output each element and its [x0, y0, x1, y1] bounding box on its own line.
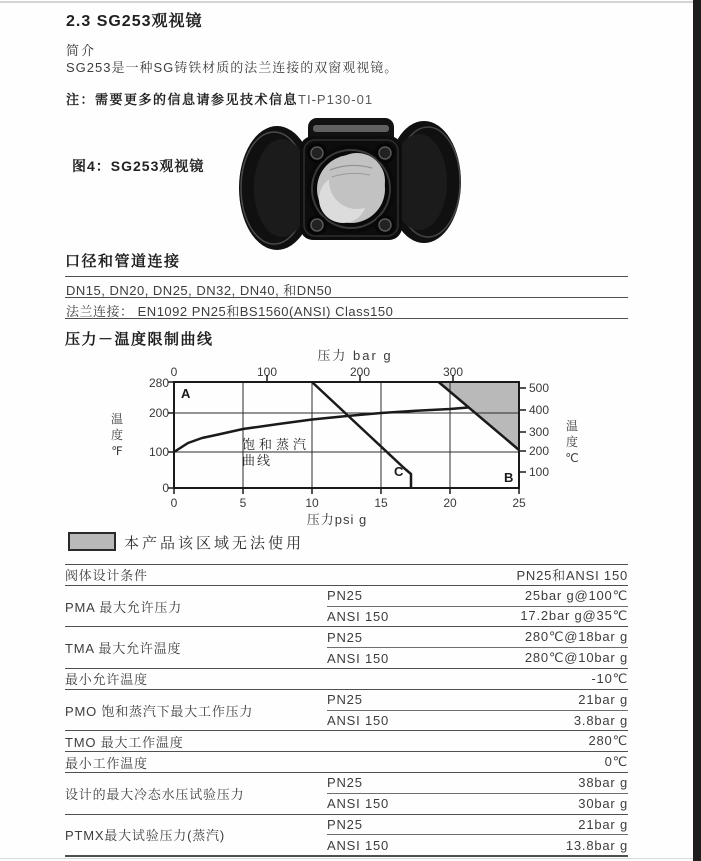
svg-text:℉: ℉: [111, 444, 123, 458]
svg-text:200: 200: [148, 406, 169, 420]
svg-text:200: 200: [349, 365, 371, 379]
pressure-temperature-chart: [85, 345, 585, 530]
std-cell: PN25: [327, 689, 482, 710]
table-row: [65, 752, 628, 773]
bottom-axis-ticks: [171, 496, 526, 510]
svg-text:100: 100: [256, 365, 278, 379]
std-cell: ANSI 150: [327, 793, 482, 814]
row-label-min-allow-temp: 最小允许温度: [65, 668, 327, 689]
flange-label: 法兰连接：: [66, 304, 134, 319]
value-cell: 21bar g: [482, 814, 628, 835]
point-label-c: C: [394, 464, 404, 479]
svg-text:15: 15: [374, 496, 388, 510]
value-cell: 3.8bar g: [482, 710, 628, 731]
bottom-axis-label: 压力psi g: [306, 512, 368, 527]
svg-text:℃: ℃: [565, 451, 579, 465]
header-value: PN25和ANSI 150: [327, 565, 628, 586]
page-title: 2.3 SG253观视镜: [66, 13, 203, 30]
top-axis-label: 压力 bar g: [317, 348, 393, 363]
table-row: [65, 627, 628, 648]
header-label: 阀体设计条件: [65, 565, 327, 586]
svg-text:0: 0: [162, 481, 169, 495]
svg-text:300: 300: [529, 425, 550, 439]
figure-caption: 图4：SG253观视镜: [72, 158, 205, 174]
note-line: [66, 89, 373, 108]
value-cell: 25bar g@100℃: [482, 585, 628, 606]
svg-text:5: 5: [239, 496, 247, 510]
row-label-pmo: PMO 饱和蒸汽下最大工作压力: [65, 689, 327, 731]
value-cell: 280℃: [327, 731, 628, 752]
svg-text:温: 温: [110, 412, 124, 426]
point-label-a: A: [181, 386, 191, 401]
top-axis-ticks: [171, 365, 464, 379]
table-row: [65, 668, 628, 689]
svg-text:0: 0: [170, 496, 178, 510]
row-label-ptmx: PTMX最大试验压力(蒸汽): [65, 814, 327, 856]
top-tick-marks: [267, 375, 453, 382]
svg-text:100: 100: [529, 465, 550, 479]
svg-text:100: 100: [148, 445, 169, 459]
table-row: [65, 772, 628, 793]
chart-section-heading: 压力－温度限制曲线: [65, 331, 214, 348]
svg-text:0: 0: [170, 365, 178, 379]
svg-text:10: 10: [305, 496, 319, 510]
svg-text:25: 25: [512, 496, 526, 510]
table-row: [65, 689, 628, 710]
svg-text:20: 20: [443, 496, 457, 510]
rule: [65, 297, 628, 298]
std-cell: PN25: [327, 627, 482, 648]
svg-text:300: 300: [442, 365, 464, 379]
sizes-section-heading: 口径和管道连接: [65, 253, 181, 270]
std-cell: ANSI 150: [327, 606, 482, 627]
value-cell: 13.8bar g: [482, 835, 628, 856]
right-axis-label: [565, 419, 578, 465]
left-axis-label: [111, 412, 123, 458]
scan-edge-right: [693, 0, 701, 861]
table-row: [65, 585, 628, 606]
rule: [65, 318, 628, 319]
table-header-row: [65, 565, 628, 586]
legend-gray-swatch: [68, 532, 116, 551]
sizes-row-dn: DN15, DN20, DN25, DN32, DN40, 和DN50: [66, 283, 333, 298]
flange-value: EN1092 PN25和BS1560(ANSI) Class150: [137, 304, 394, 319]
intro-body: SG253是一种SG铸铁材质的法兰连接的双窗观视镜。: [66, 60, 399, 75]
rule: [65, 276, 628, 277]
scan-edge-bottom: [0, 858, 693, 859]
value-cell: -10℃: [327, 668, 628, 689]
curve-annotation-line1: 饱和蒸汽: [242, 437, 311, 452]
value-cell: 21bar g: [482, 689, 628, 710]
std-cell: ANSI 150: [327, 710, 482, 731]
svg-text:度: 度: [565, 435, 579, 449]
svg-text:度: 度: [110, 428, 124, 442]
saturated-steam-curve: [174, 408, 468, 453]
point-label-b: B: [504, 470, 514, 485]
std-cell: PN25: [327, 585, 482, 606]
value-cell: 280℃@10bar g: [482, 648, 628, 669]
row-label-hydraulic-test: 设计的最大冷态水压试验压力: [65, 772, 327, 814]
svg-text:400: 400: [529, 403, 550, 417]
svg-text:280: 280: [148, 376, 169, 390]
svg-text:500: 500: [529, 381, 550, 395]
right-tick-marks: [519, 388, 526, 472]
note-reference: TI-P130-01: [298, 92, 374, 107]
row-label-tmo: TMO 最大工作温度: [65, 731, 327, 752]
product-photo-sight-glass: [238, 112, 463, 252]
std-cell: ANSI 150: [327, 835, 482, 856]
row-label-tma: TMA 最大允许温度: [65, 627, 327, 669]
svg-text:200: 200: [529, 444, 550, 458]
left-axis-ticks: [149, 376, 169, 495]
note-prefix: 注：: [66, 92, 96, 107]
intro-heading: 简介: [66, 43, 97, 58]
value-cell: 30bar g: [482, 793, 628, 814]
value-cell: 280℃@18bar g: [482, 627, 628, 648]
note-body: 需要更多的信息请参见技术信息: [95, 92, 299, 107]
value-cell: 17.2bar g@35℃: [482, 606, 628, 627]
std-cell: PN25: [327, 814, 482, 835]
svg-text:温: 温: [565, 419, 579, 433]
row-label-pma: PMA 最大允许压力: [65, 585, 327, 627]
value-cell: 0℃: [327, 752, 628, 773]
right-axis-ticks: [529, 381, 549, 479]
table-row: [65, 814, 628, 835]
table-row: [65, 731, 628, 752]
value-cell: 38bar g: [482, 772, 628, 793]
std-cell: PN25: [327, 772, 482, 793]
design-conditions-table: [65, 564, 628, 857]
row-label-min-op-temp: 最小工作温度: [65, 752, 327, 773]
curve-annotation-line2: 曲线: [242, 453, 273, 468]
std-cell: ANSI 150: [327, 648, 482, 669]
legend-text: 本产品该区域无法使用: [124, 535, 305, 552]
scan-edge-top: [0, 1, 693, 3]
